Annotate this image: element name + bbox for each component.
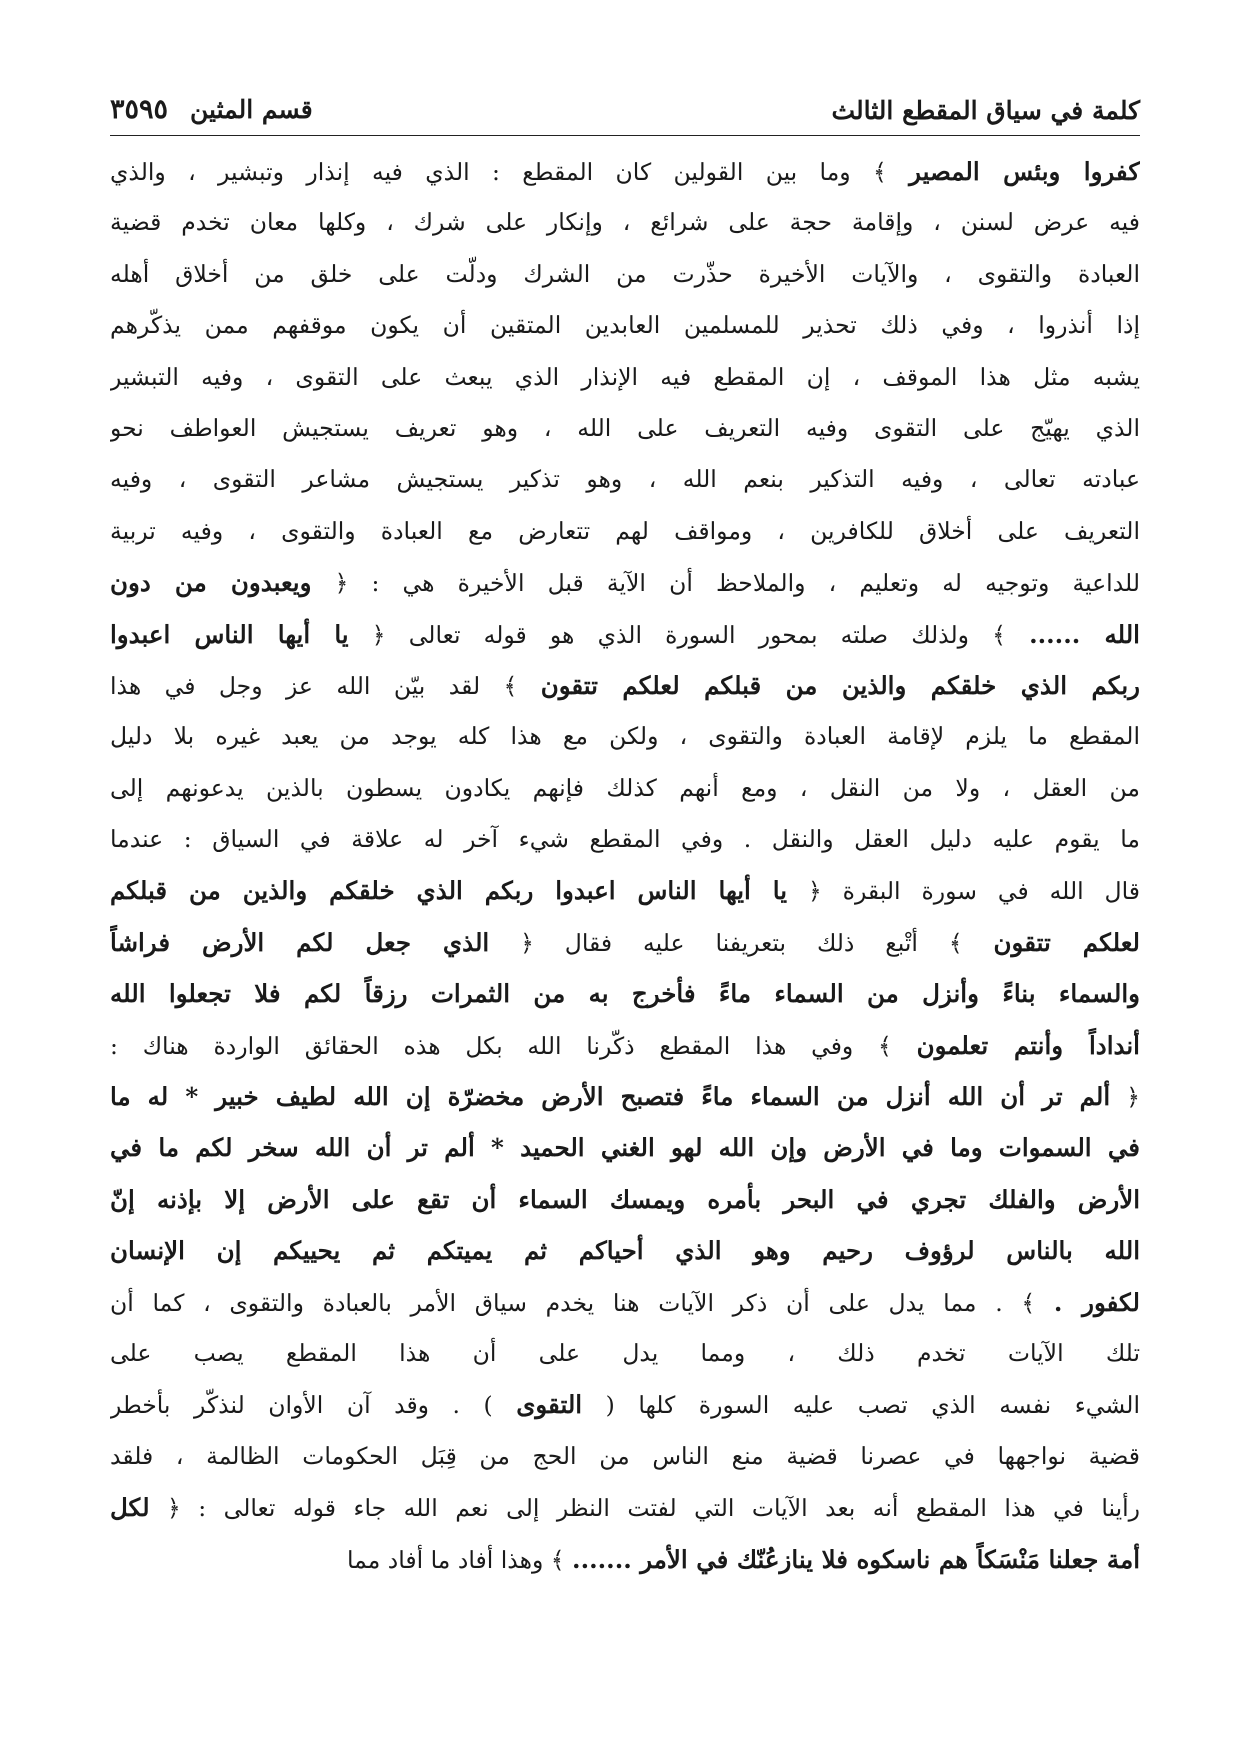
text-line — [110, 300, 1140, 351]
text-line — [110, 249, 1140, 300]
text-line — [110, 1277, 1140, 1328]
text-segment: التعريف على أخلاق للكافرين ، ومواقف لهم تتعارض مع العبادة والتقوى ، وفيه تربية — [110, 516, 1140, 545]
text-line — [110, 1431, 1140, 1482]
text-segment: ما يقوم عليه دليل العقل والنقل . وفي المقطع شيء آخر له علاقة في السياق : عندما — [110, 825, 1140, 854]
text-segment: يشبه مثل هذا الموقف ، إن المقطع فيه الإنذار الذي يبعث على التقوى ، وفيه التبشير — [110, 362, 1140, 391]
quranic-quote: لكل — [110, 1493, 150, 1523]
text-line — [110, 865, 1140, 916]
text-segment: ﴿ — [1110, 1083, 1140, 1112]
text-line — [110, 763, 1140, 814]
quranic-quote: لعلكم تتقون — [993, 927, 1140, 957]
quranic-quote: يا أيها الناس اعبدوا ربكم الذي خلقكم والذين من قبلكم — [110, 876, 788, 906]
text-segment: للداعية وتوجيه له وتعليم ، والملاحظ أن الآية قبل الأخيرة هي : ﴿ — [311, 569, 1140, 598]
quranic-quote: الله ...... — [1029, 619, 1140, 649]
text-line — [110, 917, 1140, 968]
quranic-quote: ألم تر أن الله أنزل من السماء ماءً فتصبح الأرض مخضرّة إن الله لطيف خبير * له ما — [110, 1082, 1111, 1112]
text-segment: ﴾ . مما يدل على أن ذكر الآيات هنا يخدم سياق الأمر بالعبادة والتقوى ، كما أن — [110, 1288, 1054, 1317]
text-line — [110, 660, 1140, 711]
text-segment: ﴾ وهذا أفاد ما أفاد مما — [346, 1545, 573, 1574]
text-segment: إذا أنذروا ، وفي ذلك تحذير للمسلمين العابدين المتقين أن يكون موقفهم ممن يذكّرهم — [110, 311, 1140, 340]
text-segment: ﴾ لقد بيّن الله عز وجل في هذا — [110, 671, 541, 700]
text-segment: رأينا في هذا المقطع أنه بعد الآيات التي لفتت النظر إلى نعم الله جاء قوله تعالى : ﴿ — [149, 1494, 1140, 1523]
text-line — [110, 1482, 1140, 1533]
quranic-quote: والسماء بناءً وأنزل من السماء ماءً فأخرج به من الثمرات رزقاً لكم فلا تجعلوا الله — [110, 979, 1140, 1009]
text-line — [110, 1534, 1140, 1585]
text-segment: عبادته تعالى ، وفيه التذكير بنعم الله ، وهو تذكير يستجيش مشاعر التقوى ، وفيه — [110, 465, 1140, 494]
text-line — [110, 711, 1140, 762]
page-number: ٣٥٩٥ — [110, 94, 169, 125]
quranic-quote: الذي جعل لكم الأرض فراشاً — [110, 927, 490, 957]
text-line — [110, 609, 1140, 660]
text-segment: المقطع ما يلزم لإقامة العبادة والتقوى ، ولكن مع هذا كله يوجد من يعبد غيره بلا دليل — [110, 722, 1140, 751]
text-line — [110, 1020, 1140, 1071]
chapter-title: كلمة في سياق المقطع الثالث — [831, 96, 1140, 125]
text-line — [110, 1174, 1140, 1225]
text-segment: فيه عرض لسنن ، وإقامة حجة على شرائع ، وإنكار على شرك ، وكلها معان تخدم قضية — [110, 208, 1140, 237]
quranic-quote: في السموات وما في الأرض وإن الله لهو الغني الحميد * ألم تر أن الله سخر لكم ما في — [110, 1133, 1140, 1163]
body-text — [110, 146, 1140, 1585]
text-line — [110, 454, 1140, 505]
text-line — [110, 1379, 1140, 1430]
text-line — [110, 506, 1140, 557]
quranic-quote: التقوى — [516, 1390, 583, 1420]
text-segment: العبادة والتقوى ، والآيات الأخيرة حذّرت من الشرك ودلّت على خلق من أخلاق أهله — [110, 259, 1140, 288]
text-line — [110, 1225, 1140, 1276]
quranic-quote: أنداداً وأنتم تعلمون — [916, 1030, 1140, 1060]
text-segment: ) . وقد آن الأوان لنذكّر بأخطر — [110, 1391, 517, 1420]
text-segment: ﴾ ولذلك صلته بمحور السورة الذي هو قوله تعالى ﴿ — [348, 620, 1030, 649]
quranic-quote: كفروا وبئس المصير — [909, 157, 1140, 186]
text-line — [110, 403, 1140, 454]
running-header — [110, 70, 1140, 136]
text-segment: قضية نواجهها في عصرنا قضية منع الناس من الحج من قِبَل الحكومات الظالمة ، فلقد — [110, 1441, 1140, 1470]
text-line — [110, 197, 1140, 248]
quranic-quote: ويعبدون من دون — [110, 568, 312, 598]
text-segment: الشيء نفسه الذي تصب عليه السورة كلها ( — [582, 1391, 1140, 1420]
text-segment: من العقل ، ولا من النقل ، ومع أنهم كذلك فإنهم يكادون يسطون بالذين يدعونهم إلى — [110, 773, 1140, 802]
text-segment: الذي يهيّج على التقوى وفيه التعريف على الله ، وهو تعريف يستجيش العواطف نحو — [110, 413, 1140, 442]
text-segment: تلك الآيات تخدم ذلك ، ومما يدل على أن هذا المقطع يصب على — [110, 1338, 1140, 1367]
text-segment: ﴾ أتْبع ذلك بتعريفنا عليه فقال ﴿ — [489, 928, 994, 957]
text-line — [110, 146, 1140, 197]
section-name: قسم المثين — [190, 95, 313, 124]
document-page — [110, 70, 1140, 1710]
quranic-quote: الله بالناس لرؤوف رحيم وهو الذي أحياكم ثم يميتكم ثم يحييكم إن الإنسان — [110, 1236, 1140, 1266]
text-line — [110, 1122, 1140, 1173]
text-line — [110, 557, 1140, 608]
header-left-group — [110, 94, 313, 125]
text-line — [110, 1328, 1140, 1379]
quranic-quote: لكفور . — [1053, 1287, 1140, 1317]
quranic-quote: ربكم الذي خلقكم والذين من قبلكم لعلكم تتقون — [540, 670, 1140, 700]
quranic-quote: أمة جعلنا مَنْسَكاً هم ناسكوه فلا ينازعُنّك في الأمر ....... — [572, 1544, 1140, 1574]
text-segment: ﴾ وفي هذا المقطع ذكّرنا الله بكل هذه الحقائق الواردة هناك : — [110, 1031, 917, 1060]
text-line — [110, 352, 1140, 403]
text-line — [110, 814, 1140, 865]
text-line — [110, 1071, 1140, 1122]
quranic-quote: يا أيها الناس اعبدوا — [110, 619, 349, 649]
text-line — [110, 968, 1140, 1019]
text-segment: ﴾ وما بين القولين كان المقطع : الذي فيه إنذار وتبشير ، والذي — [110, 158, 910, 186]
quranic-quote: الأرض والفلك تجري في البحر بأمره ويمسك السماء أن تقع على الأرض إلا بإذنه إنّ — [110, 1184, 1140, 1214]
text-segment: قال الله في سورة البقرة ﴿ — [787, 877, 1140, 906]
